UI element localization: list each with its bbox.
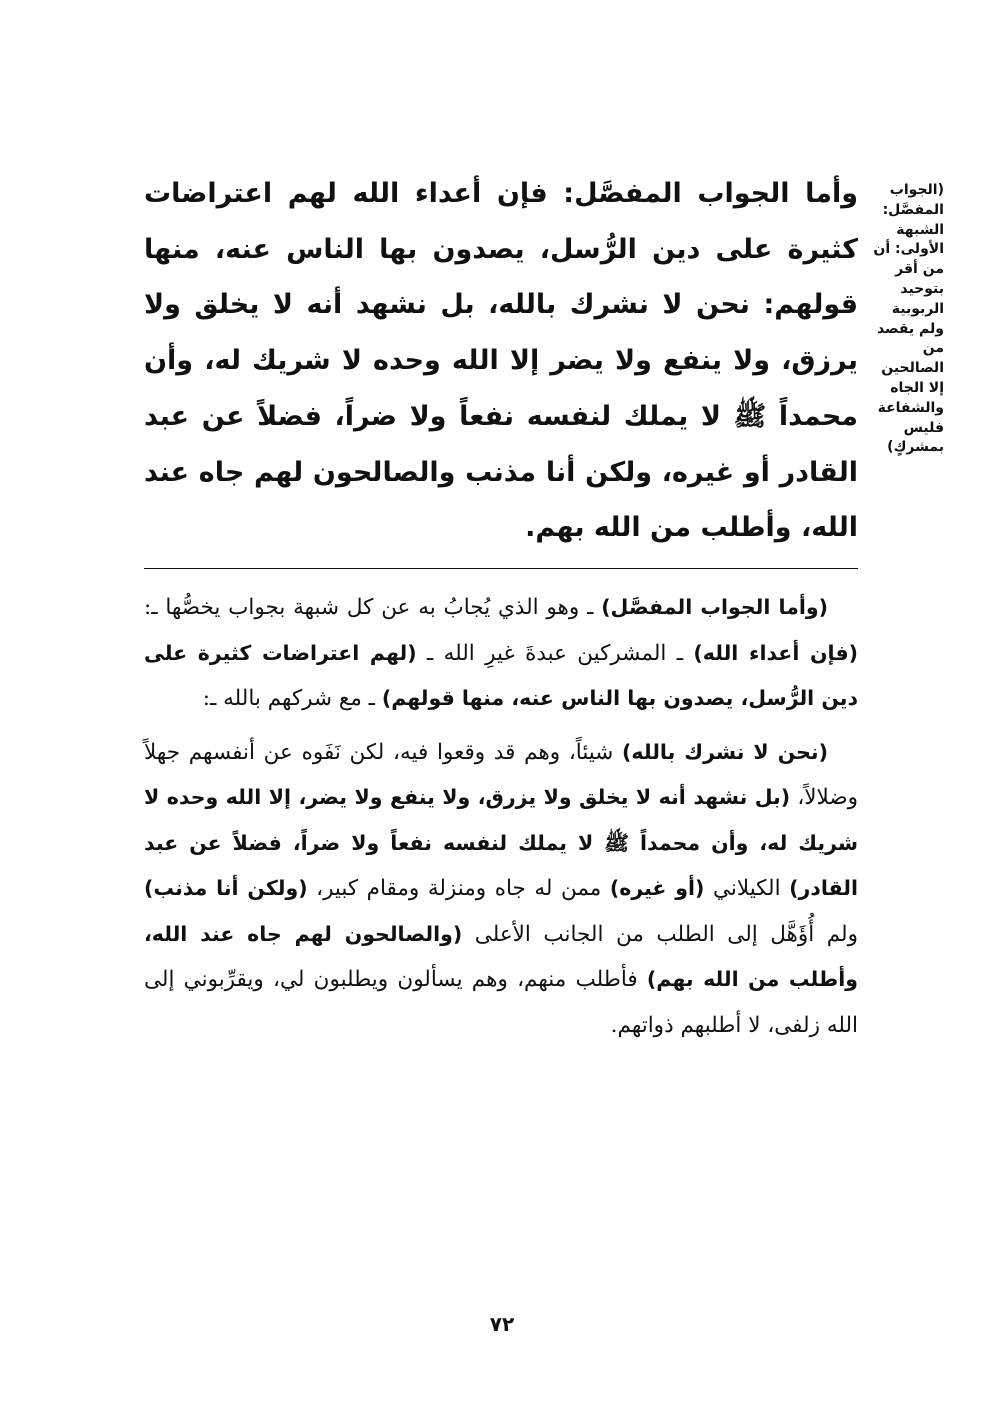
- quoted-phrase: (ولكن أنا مذنب): [144, 876, 308, 900]
- quoted-phrase: (لهم اعتراضات كثيرة على دين الرُّسل، يصدون بها الناس عنه، منها قولهم): [144, 640, 858, 710]
- commentary-text: ولم أُؤَهَّل إلى الطلب من الجانب الأعلى: [462, 921, 858, 947]
- margin-note-line: فليس: [903, 419, 944, 436]
- margin-note-line: بتوحيد: [900, 280, 944, 297]
- commentary-text: شيئاً، وهم قد وقعوا فيه، لكن نَفَوه عن أنفسهم جهلاً وضلالاً،: [144, 739, 858, 810]
- margin-note-line: الصالحين: [881, 360, 944, 377]
- margin-note-line: ولم يقصد: [876, 320, 944, 337]
- commentary-text: ـ مع شركهم بالله ـ:: [202, 686, 382, 711]
- page-number: ٧٢: [489, 1312, 515, 1336]
- commentary-text: الكيلاني: [704, 876, 790, 901]
- margin-note: [873, 181, 944, 458]
- margin-note-line: والشفاعة: [877, 399, 944, 416]
- commentary-paragraph-2: [144, 730, 858, 1049]
- margin-note-line: (الجواب: [889, 182, 944, 198]
- commentary-paragraph-1: [144, 585, 858, 722]
- commentary-text: فأطلب منهم، وهم يسألون ويطلبون لي، ويقرِّبوني إلى الله زلفى، لا أطلبهم ذواتهم.: [144, 967, 858, 1038]
- quoted-phrase: (فإن أعداء الله): [693, 640, 858, 665]
- margin-note-line: الربوبية: [891, 300, 944, 317]
- divider-rule: [144, 568, 858, 569]
- commentary-text: ممن له جاه ومنزلة ومقام كبير،: [307, 876, 610, 901]
- margin-note-line: الأولى: أن: [873, 241, 944, 258]
- margin-note-line: بمشركٍ): [887, 439, 944, 456]
- main-text: وأما الجواب المفصَّل: فإن أعداء الله لهم اعتراضات كثيرة على دين الرُّسل، يصدون بها الناس عنه، منها قولهم: نحن لا نشرك بالله، بل نشهد أنه لا يخلق ولا يرزق، ولا ينفع ولا يضر إلا الله وحده لا شريك له، وأن محمداً ﷺ لا يملك لنفسه نفعاً ولا ضراً، فضلاً عن عبد القادر أو غيره، ولكن أنا مذنب والصالحون لهم جاه عند الله، وأطلب من الله بهم.: [144, 178, 858, 544]
- quoted-phrase: (نحن لا نشرك بالله): [622, 739, 828, 764]
- margin-note-line: من أقر: [895, 261, 944, 278]
- margin-note-line: إلا الجاه: [890, 379, 944, 396]
- margin-note-line: من: [922, 340, 944, 357]
- commentary-text: ـ المشركين عبدةَ غيرِ الله ـ: [416, 640, 694, 666]
- quoted-phrase: (أو غيره): [609, 876, 705, 900]
- quoted-phrase: (بل نشهد أنه لا يخلق ولا يزرق، ولا ينفع ولا يضر، إلا الله وحده لا شريك له، وأن محمداً ﷺ لا يملك لنفسه نفعاً ولا ضراً، فضلاً عن عبد القادر): [144, 785, 858, 900]
- quoted-phrase: (والصالحون لهم جاه عند الله، وأطلب من الله بهم): [144, 921, 858, 991]
- quoted-phrase: (وأما الجواب المفصَّل): [601, 595, 829, 619]
- margin-note-line: المفصَّل:: [882, 201, 944, 218]
- margin-note-line: الشبهة: [896, 221, 944, 238]
- commentary: [144, 585, 858, 1048]
- commentary-text: ـ وهو الذي يُجابُ به عن كل شبهة بجواب يخصُّها ـ:: [144, 595, 602, 620]
